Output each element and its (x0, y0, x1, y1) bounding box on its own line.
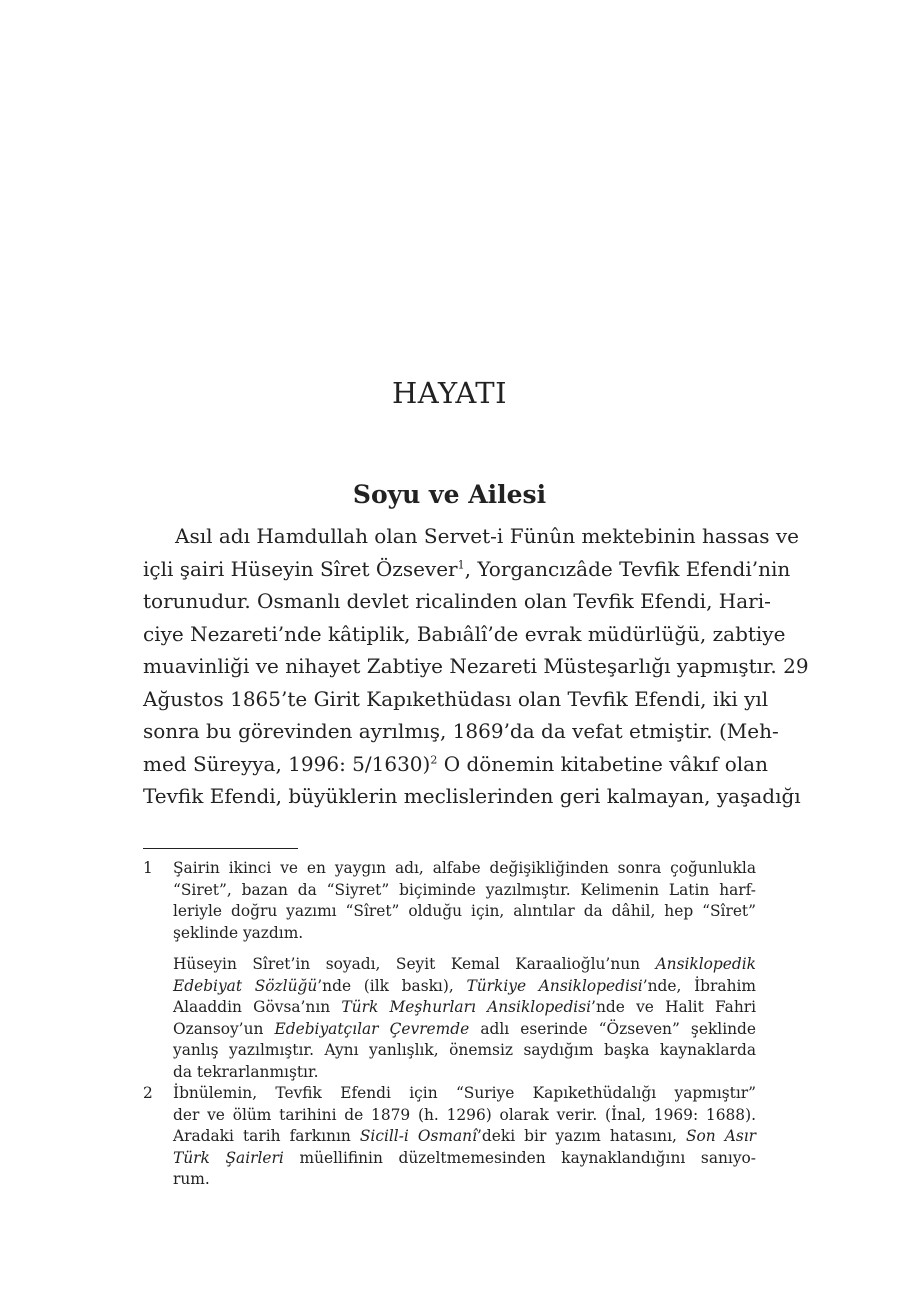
footnote-line: rum. (173, 1170, 210, 1188)
footnote-line: leriyle doğru yazımı “Sîret” olduğu için, alıntılar da dâhil, hep “Sîret” (173, 902, 756, 920)
footnote-ref-2[interactable]: 2 (430, 752, 438, 766)
footnote-line: Aradaki tarih farkının Sicill-i Osmanî’deki bir yazım hatasını, Son Asır (173, 1127, 756, 1145)
book-title: Türk Meşhurları Ansiklopedisi (341, 998, 592, 1016)
book-title: Sicill-i Osmanî (359, 1127, 478, 1145)
footnote-line: Türk Şairleri müellifinin düzeltmemesinden kaynaklandığını sanıyo- (173, 1148, 756, 1167)
footnotes (143, 858, 756, 1191)
book-title: Edebiyatçılar Çevremde (274, 1019, 470, 1038)
footnote-1 (143, 858, 756, 1083)
body-line: Ağustos 1865’te Girit Kapıkethüdası olan Tevfik Efendi, iki yıl (143, 686, 769, 711)
footnote-line: Hüseyin Sîret’in soyadı, Seyit Kemal Karaalioğlu’nun Ansiklopedik (173, 955, 756, 973)
body-line: içli şairi Hüseyin Sîret Özsever$^1$, Yorgancızâde Tevfik Efendi’nin (143, 556, 791, 581)
book-title: Son Asır (685, 1127, 756, 1145)
body-line: med Süreyya, 1996: 5/1630)$^2$ O dönemin kitabetine vâkıf olan (143, 751, 768, 776)
footnote-line: Ozansoy’un Edebiyatçılar Çevremde adlı eserinde “Özseven” şeklinde (173, 1019, 756, 1038)
footnote-line: Alaaddin Gövsa’nın Türk Meşhurları Ansiklopedisi’nde ve Halit Fahri (173, 998, 757, 1016)
footnote-line: da tekrarlanmıştır. (173, 1062, 319, 1081)
footnote-number: 1 (143, 859, 153, 877)
section-title: Soyu ve Ailesi (352, 480, 547, 509)
book-title: Ansiklopedik (655, 955, 756, 973)
footnote-line: “Siret”, bazan da “Siyret” biçiminde yazılmıştır. Kelimenin Latin harf- (173, 880, 756, 899)
footnote-line: der ve ölüm tarihini de 1879 (h. 1296) olarak verir. (İnal, 1969: 1688). (173, 1105, 756, 1124)
footnote-ref-1[interactable]: 1 (457, 557, 465, 571)
footnote-2 (143, 1083, 756, 1191)
book-title: Türkiye Ansiklopedisi (466, 976, 643, 995)
book-title: Türk Şairleri (173, 1148, 284, 1167)
body-line: muavinliği ve nihayet Zabtiye Nezareti Müsteşarlığı yapmıştır. 29 (143, 654, 809, 678)
body-line: Tevfik Efendi, büyüklerin meclislerinden geri kalmayan, yaşadığı (143, 784, 801, 808)
footnote-paragraph (173, 954, 756, 1083)
body-paragraph (143, 520, 809, 813)
body-line: torunudur. Osmanlı devlet ricalinden olan Tevfik Efendi, Hari- (143, 589, 771, 613)
footnote-number: 2 (143, 1084, 153, 1102)
body-line: ciye Nezareti’nde kâtiplik, Babıâlî’de evrak müdürlüğü, zabtiye (143, 621, 786, 646)
footnote-line: Edebiyat Sözlüğü’nde (ilk baskı), Türkiye Ansiklopedisi’nde, İbrahim (173, 976, 756, 995)
body-line: sonra bu görevinden ayrılmış, 1869’da da vefat etmiştir. (Meh- (143, 719, 779, 743)
footnote-line: yanlış yazılmıştır. Aynı yanlışlık, önemsiz saydığım başka kaynaklarda (173, 1041, 756, 1059)
footnote-line: şeklinde yazdım. (173, 923, 304, 942)
footnote-line: Şairin ikinci ve en yaygın adı, alfabe değişikliğinden sonra çoğunlukla (173, 859, 756, 877)
chapter-title: HAYATI (391, 376, 508, 410)
footnote-line: İbnülemin, Tevfik Efendi için “Suriye Kapıkethüdalığı yapmıştır” (173, 1084, 756, 1102)
book-title: Edebiyat Sözlüğü (173, 976, 318, 995)
footnote-divider (143, 848, 298, 849)
body-line: Asıl adı Hamdullah olan Servet-i Fünûn mektebinin hassas ve (175, 524, 799, 548)
